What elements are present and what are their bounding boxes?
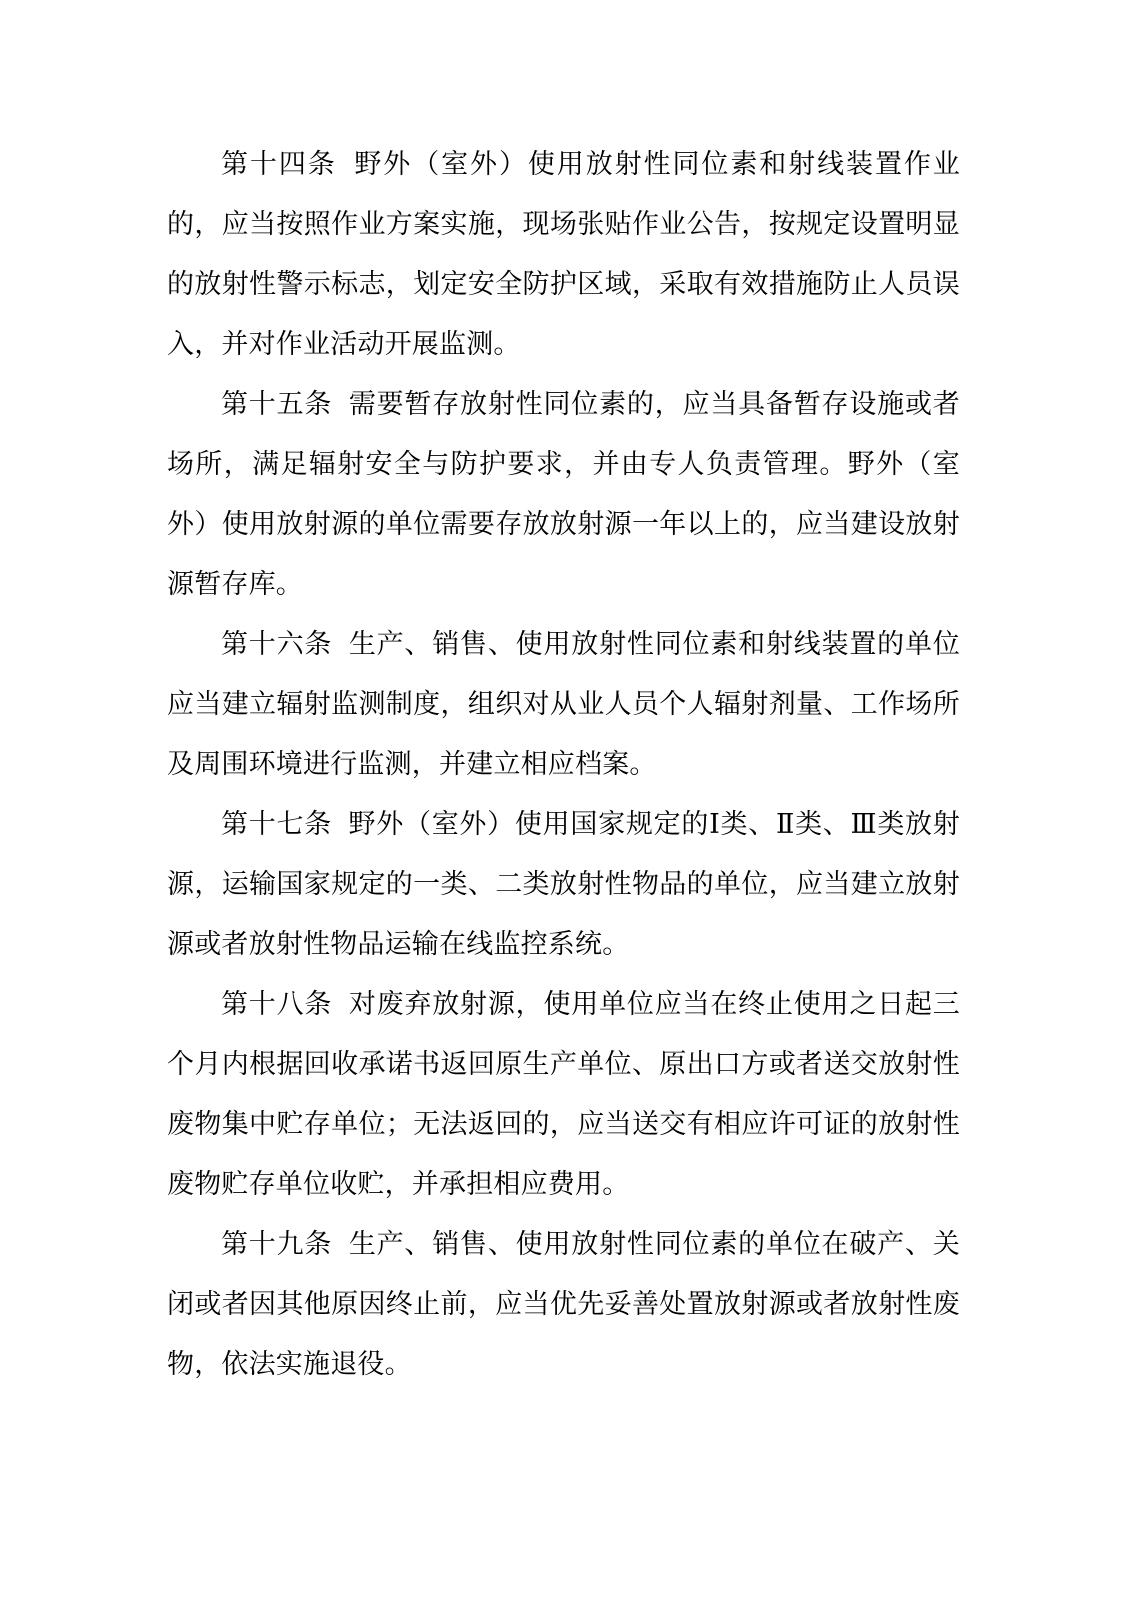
article-paragraph-16 [167, 614, 960, 794]
article-paragraph-19 [167, 1214, 960, 1394]
article-number: 第十八条 [221, 989, 333, 1019]
article-paragraph-18 [167, 974, 960, 1214]
article-text: 生产、销售、使用放射性同位素和射线装置的单位应当建立辐射监测制度，组织对从业人员个人辐射剂量、工作场所及周围环境进行监测，并建立相应档案。 [167, 629, 960, 779]
article-number: 第十五条 [221, 389, 333, 419]
article-number: 第十六条 [221, 629, 333, 659]
article-text: 需要暂存放射性同位素的，应当具备暂存设施或者场所，满足辐射安全与防护要求，并由专人负责管理。野外（室外）使用放射源的单位需要存放放射源一年以上的，应当建设放射源暂存库。 [167, 389, 960, 599]
article-number: 第十七条 [221, 809, 332, 839]
article-text: 野外（室外）使用国家规定的Ⅰ类、Ⅱ类、Ⅲ类放射源，运输国家规定的一类、二类放射性物品的单位，应当建立放射源或者放射性物品运输在线监控系统。 [167, 809, 961, 959]
article-text: 对废弃放射源，使用单位应当在终止使用之日起三个月内根据回收承诺书返回原生产单位、原出口方或者送交放射性废物集中贮存单位；无法返回的，应当送交有相应许可证的放射性废物贮存单位收贮，并承担相应费用。 [167, 989, 960, 1199]
article-text: 生产、销售、使用放射性同位素的单位在破产、关闭或者因其他原因终止前，应当优先妥善处置放射源或者放射性废物，依法实施退役。 [167, 1229, 960, 1379]
article-paragraph-14 [167, 134, 960, 374]
document-body [167, 134, 960, 1394]
article-text: 野外（室外）使用放射性同位素和射线装置作业的，应当按照作业方案实施，现场张贴作业公告，按规定设置明显的放射性警示标志，划定安全防护区域，采取有效措施防止人员误入，并对作业活动开展监测。 [167, 149, 960, 359]
article-paragraph-15 [167, 374, 960, 614]
article-paragraph-17 [167, 794, 960, 974]
article-number: 第十四条 [221, 149, 337, 179]
article-number: 第十九条 [221, 1229, 333, 1259]
